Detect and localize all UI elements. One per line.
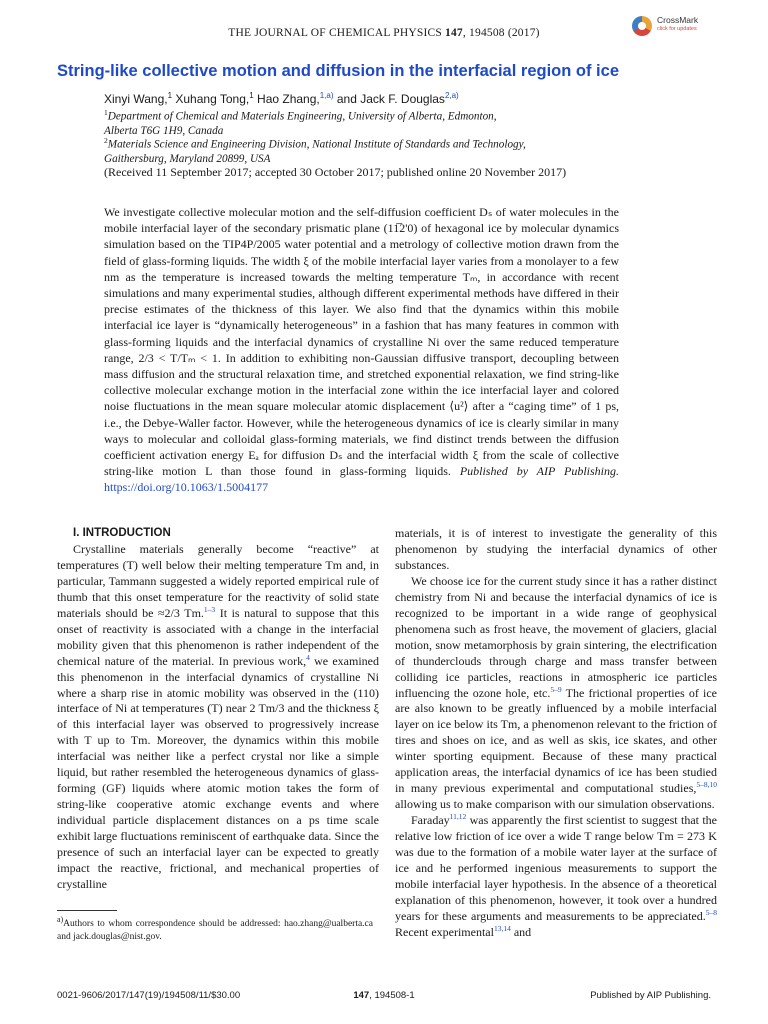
- author-list: [104, 91, 459, 106]
- section-heading: I. INTRODUCTION: [73, 527, 171, 539]
- journal-article: 194508 (2017): [469, 27, 540, 39]
- affiliation-text-2: Alberta T6G 1H9, Canada: [104, 124, 224, 137]
- text-run: was apparently the first scientist to suggest that the relative low friction of ice over a wide T range below T: [395, 813, 717, 844]
- affiliation-text-2: Gaithersburg, Maryland 20899, USA: [104, 152, 271, 165]
- text-run: allowing us to make comparison with our simulation observations.: [395, 797, 715, 812]
- author-name: Xuhang Tong,: [172, 92, 250, 106]
- intro-paragraph-3: [395, 813, 717, 941]
- footnote-text: Authors to whom correspondence should be addressed: hao.zhang@ualberta.ca and jack.douglas@nist.gov.: [57, 919, 373, 942]
- affiliation-text: Materials Science and Engineering Division, National Institute of Standards and Technology,: [107, 138, 526, 151]
- author-affil-sup[interactable]: 1,a): [319, 91, 334, 100]
- intro-paragraph-2: [395, 574, 717, 813]
- author-name: Xinyi Wang,: [104, 92, 168, 106]
- footnote: [57, 914, 373, 943]
- author-affil-sup: 1: [167, 91, 173, 100]
- text-run: we examined this phenomenon in the interfacial dynamics of crystalline Ni where a sharp rise in atomic mobility was observed in the (110) interface of Ni at temperatures (T) near 2 T: [57, 653, 379, 716]
- text-run: Crystalline materials generally become “reactive” at temperatures (T) well below their melting temperature T: [57, 541, 379, 572]
- left-column: [57, 526, 379, 893]
- citation-link[interactable]: 5–8: [705, 907, 717, 917]
- text-run: Recent experimental: [395, 924, 494, 939]
- text-run: m.: [191, 605, 204, 620]
- text-run: m. Moreover, the dynamics within this mobile interfacial was neither like a perfect crystal nor like a simple liquid, but rather resembled the heterogeneous dynamics of glass-forming (GF) liquids where atomic motion takes the form of string-like cooperative atomic exchange events and where individual particle displacement distances on a ps time scale exhibit large fluctuations reminiscent of earthquake data. Since the presence of such an interfacial layer can be expected to greatly impact the reactive, frictional, and mechanical properties of crystalline: [57, 733, 379, 891]
- publisher-note: Published by AIP Publishing.: [459, 464, 620, 479]
- crossmark-badge[interactable]: [632, 14, 722, 40]
- author-name: and Jack F. Douglas: [333, 92, 445, 106]
- text-run: Faraday: [411, 813, 450, 828]
- affiliation-sup: 2: [104, 136, 108, 145]
- text-run: m = 273 K was due to the formation of a mobile water layer at the surface of ice and he performed ingenious measurements to support the mobile interfacial layer hypothesis. In the absence of a theoretical explanation of this phenomenon, however, it took over a hundred years for these arguments and measurements to be appreciated.: [395, 829, 717, 923]
- author-affil-sup[interactable]: 2,a): [444, 91, 459, 100]
- right-column: [395, 526, 717, 941]
- author-name: Hao Zhang,: [253, 92, 320, 106]
- journal-volume: 147: [445, 27, 463, 39]
- abstract-text: We investigate collective molecular motion and the self-diffusion coefficient Dₛ of water molecules in the mobile interfacial layer of the secondary prismatic plane (11̅2'0) of hexagonal ice by molecular dynamics simulation based on the TIP4P/2005 water potential and a metrology of collective motion drawn from the field of glass-forming liquids. The width ξ of the mobile interfacial layer varies from a monolayer to a few nm as the temperature is increased towards the melting temperature Tₘ, in accordance with recent simulations and many experimental studies, although different experimental methods have differed in their precise estimates of the thickness of this layer. We also find that the dynamics within this mobile interfacial ice layer is “dynamically heterogeneous” in a fashion that has many features in common with glass-forming liquids and the interfacial dynamics of crystalline Ni over the same reduced temperature range, 2/3 < T/Tₘ < 1. In addition to exhibiting non-Gaussian diffusive transport, decoupling between mass diffusion and the structural relaxation time, and stretched exponential relaxation, we find string-like collective molecular exchange motion in the interfacial zone within the ice interfacial layer and colored noise fluctuations in the mean square molecular atomic displacement ⟨u²⟩ after a “caging time” of 1 ps, i.e., the Debye-Waller factor. However, while the heterogeneous dynamics of ice is clearly similar in many ways to molecular and colloidal glass-forming materials, we find distinct trends between the diffusion coefficient activation energy Eₐ for diffusion Dₛ and the interfacial width ξ from the scale of collective string-like motion L than those found in glass-forming liquids.: [104, 205, 619, 479]
- doi-link[interactable]: https://doi.org/10.1063/1.5004177: [104, 480, 269, 495]
- author-affil-sup: 1: [249, 91, 254, 100]
- footer-publisher: Published by AIP Publishing.: [590, 990, 711, 1001]
- citation-link[interactable]: 5–8,10: [696, 780, 717, 790]
- text-run: m, a phenomenon relevant to the friction of tires and shoes on ice, and as well as skis, ice skates, and other winter sporting equipment. Because of these many practical application areas, the interfacial dynamics of ice has been studied in many previous experimental and computational studies,: [395, 717, 717, 796]
- journal-header: THE JOURNAL OF CHEMICAL PHYSICS 147, 194508 (2017): [228, 27, 540, 39]
- footnote-mark: a): [57, 915, 64, 924]
- journal-name: THE JOURNAL OF CHEMICAL PHYSICS: [228, 27, 442, 39]
- affiliation-sup: 1: [104, 108, 108, 117]
- text-run: and: [510, 924, 532, 939]
- citation-link[interactable]: 5–9: [550, 684, 562, 694]
- affiliation-text: Department of Chemical and Materials Engineering, University of Alberta, Edmonton,: [107, 110, 497, 123]
- crossmark-icon: [632, 16, 652, 36]
- text-run: It is natural to suppose that this onset of reactivity is associated with a change in the interfacial mobility given that this phenomenon is rather independent of the chemical nature of the material. In previous work,: [57, 605, 380, 668]
- footer-identifier: 0021-9606/2017/147(19)/194508/11/$30.00: [57, 990, 241, 1001]
- intro-paragraph-continued: materials, it is of interest to investigate the generality of this phenomenon by studying the interfacial dynamics of other substances.: [395, 526, 717, 572]
- received-dates: (Received 11 September 2017; accepted 30 October 2017; published online 20 November 2017): [104, 165, 567, 179]
- footer-page: , 194508-1: [369, 990, 415, 1001]
- text-run: We choose ice for the current study since it has a rather distinct chemistry from Ni and because the interfacial dynamics of ice is recognized to be important in a wide range of geophysical phenomena such as frost heave, the movement of glaciers, glacial motion, snow metamorphosis by grain sintering, the electrification of thunderclouds through charge and mass transfer between colliding ice particles, reactions in atmospheric ice particles influencing the ozone hole, etc.: [395, 573, 717, 700]
- intro-paragraph-1: [57, 542, 379, 893]
- affiliation-2: [104, 134, 526, 166]
- crossmark-label: CrossMark: [657, 15, 699, 25]
- crossmark-sublabel: click for updates: [657, 26, 697, 32]
- footer-volume: 147: [353, 990, 370, 1001]
- affiliation-1: [104, 106, 497, 138]
- text-run: m and, in particular, Tammann suggested a widely reported empirical rule of thumb that this onset temperature for the reactivity of solid state materials should be ≈2/3 T: [57, 557, 380, 620]
- citation-link[interactable]: 13,14: [493, 923, 511, 933]
- citation-link[interactable]: 1–3: [203, 604, 216, 614]
- text-run: m/3 and the thickness ξ of this interfacial layer was observed to progressively increase with T up to T: [57, 701, 379, 748]
- footnote-rule: [57, 910, 117, 911]
- abstract: [104, 204, 619, 496]
- citation-link[interactable]: 4: [306, 652, 310, 662]
- citation-link[interactable]: 11,12: [449, 812, 467, 822]
- text-run: The frictional properties of ice are also known to be greatly influenced by a mobile interfacial layer on ice below its T: [395, 685, 717, 732]
- paper-title: String-like collective motion and diffusion in the interfacial region of ice: [57, 62, 619, 80]
